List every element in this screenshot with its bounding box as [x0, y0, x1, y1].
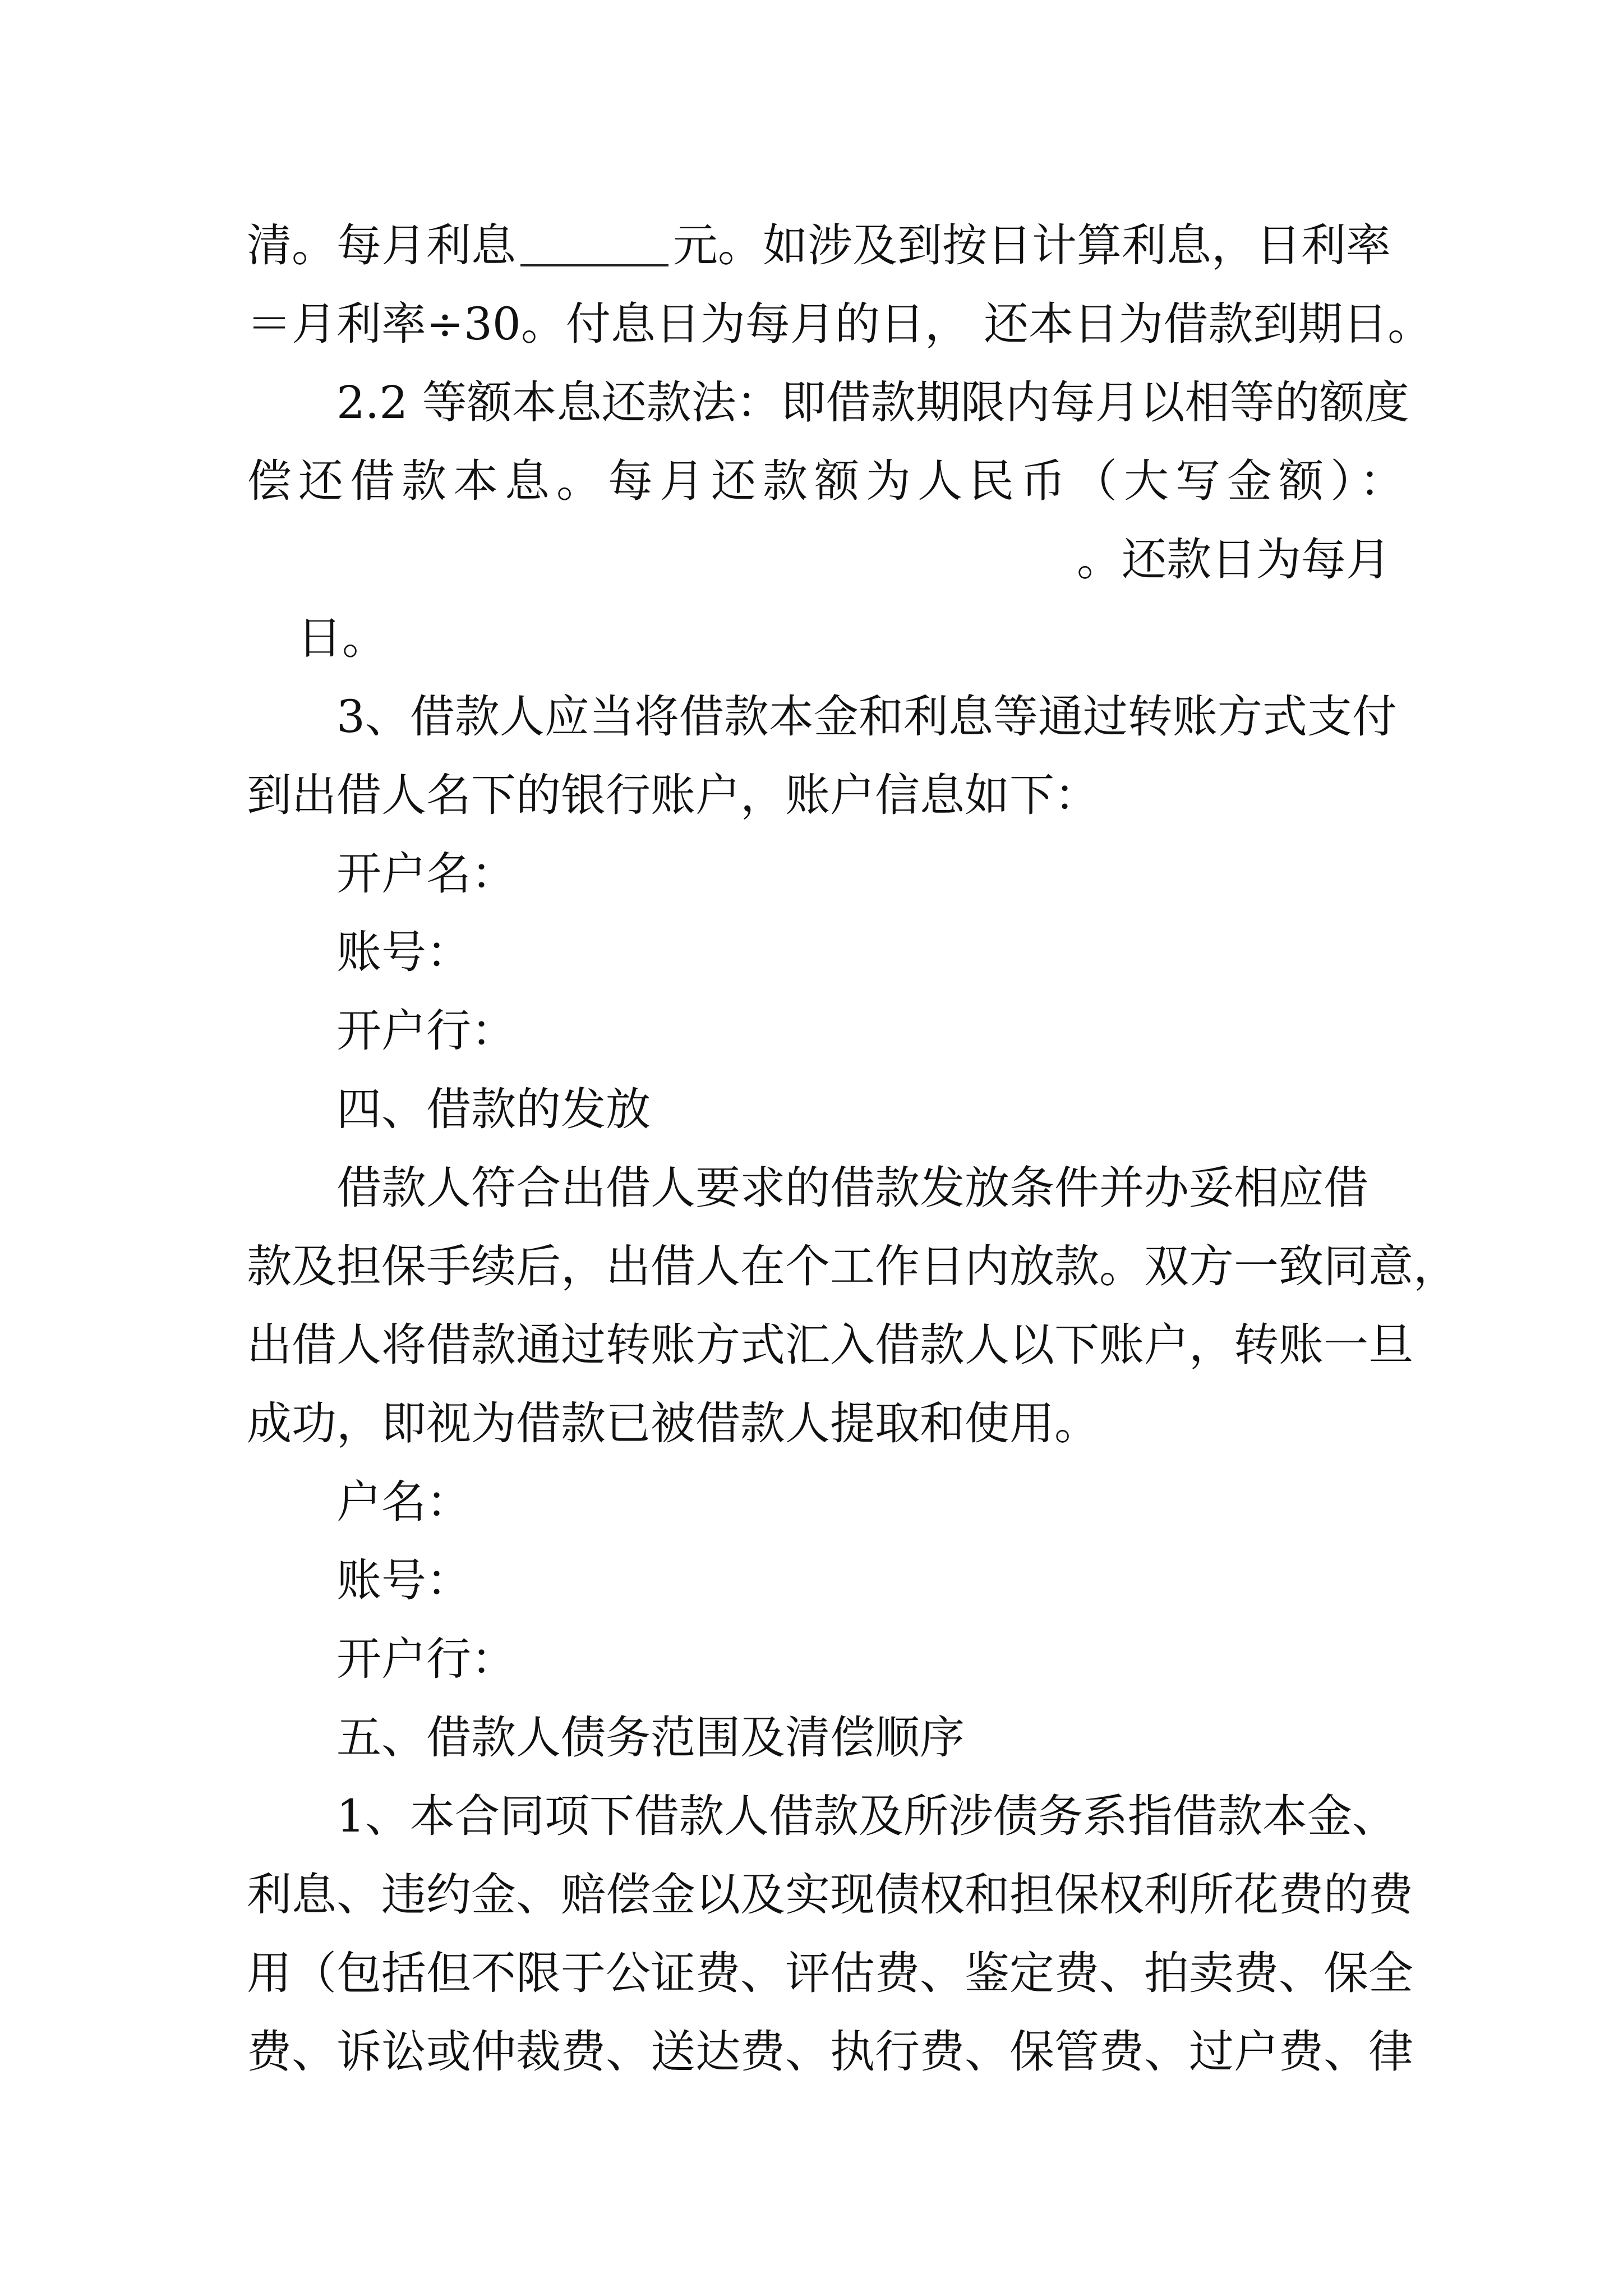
text-line: 3、借款人应当将借款本金和利息等通过转账方式支付: [336, 691, 1397, 743]
text-line: 。还款日为每月: [1077, 533, 1391, 586]
bank-branch-label: 开户行：: [336, 1005, 516, 1057]
text-segment: 元。如涉及到按日计算利息，日利率: [673, 219, 1391, 272]
text-line: 到出借人名下的银行账户，账户信息如下：: [247, 769, 1099, 821]
account-name-label: 开户名：: [336, 848, 516, 900]
text-line: ＝月利率÷30。付息日为每月的日， 还本日为借款到期日。: [247, 298, 1433, 350]
text-line: 2.2 等额本息还款法：即借款期限内每月以相等的额度: [336, 376, 1409, 429]
text-line: [247, 206, 1391, 285]
section-heading: 五、借款人债务范围及清偿顺序: [336, 1711, 965, 1764]
text-line: 成功，即视为借款已被借款人提取和使用。: [247, 1397, 1099, 1450]
account-number-label: 账号：: [336, 926, 471, 978]
text-segment: 清。每月利息: [247, 219, 516, 272]
bank-branch-label: 开户行：: [336, 1633, 516, 1685]
text-line: 用（包括但不限于公证费、评估费、鉴定费、拍卖费、保全: [247, 1947, 1413, 1999]
account-name-label: 户名：: [336, 1476, 471, 1528]
text-line: 1、本合同项下借款人借款及所涉债务系指借款本金、: [336, 1790, 1397, 1842]
text-line: 费、诉讼或仲裁费、送达费、执行费、保管费、过户费、律: [247, 2026, 1413, 2078]
text-line: 日。: [297, 612, 387, 664]
text-line: 偿还借款本息。每月还款额为人民币（大写金额）：: [247, 455, 1411, 507]
account-number-label: 账号：: [336, 1554, 471, 1607]
text-line: 出借人将借款通过转账方式汇入借款人以下账户，转账一旦: [247, 1319, 1413, 1371]
text-line: 借款人符合出借人要求的借款发放条件并办妥相应借: [336, 1162, 1368, 1214]
section-heading: 四、借款的发放: [336, 1083, 651, 1135]
blank-field-interest: [520, 225, 668, 266]
text-line: 利息、违约金、赔偿金以及实现债权和担保权利所花费的费: [247, 1869, 1413, 1921]
text-line: 款及担保手续后，出借人在个工作日内放款。双方一致同意，: [247, 1240, 1458, 1292]
